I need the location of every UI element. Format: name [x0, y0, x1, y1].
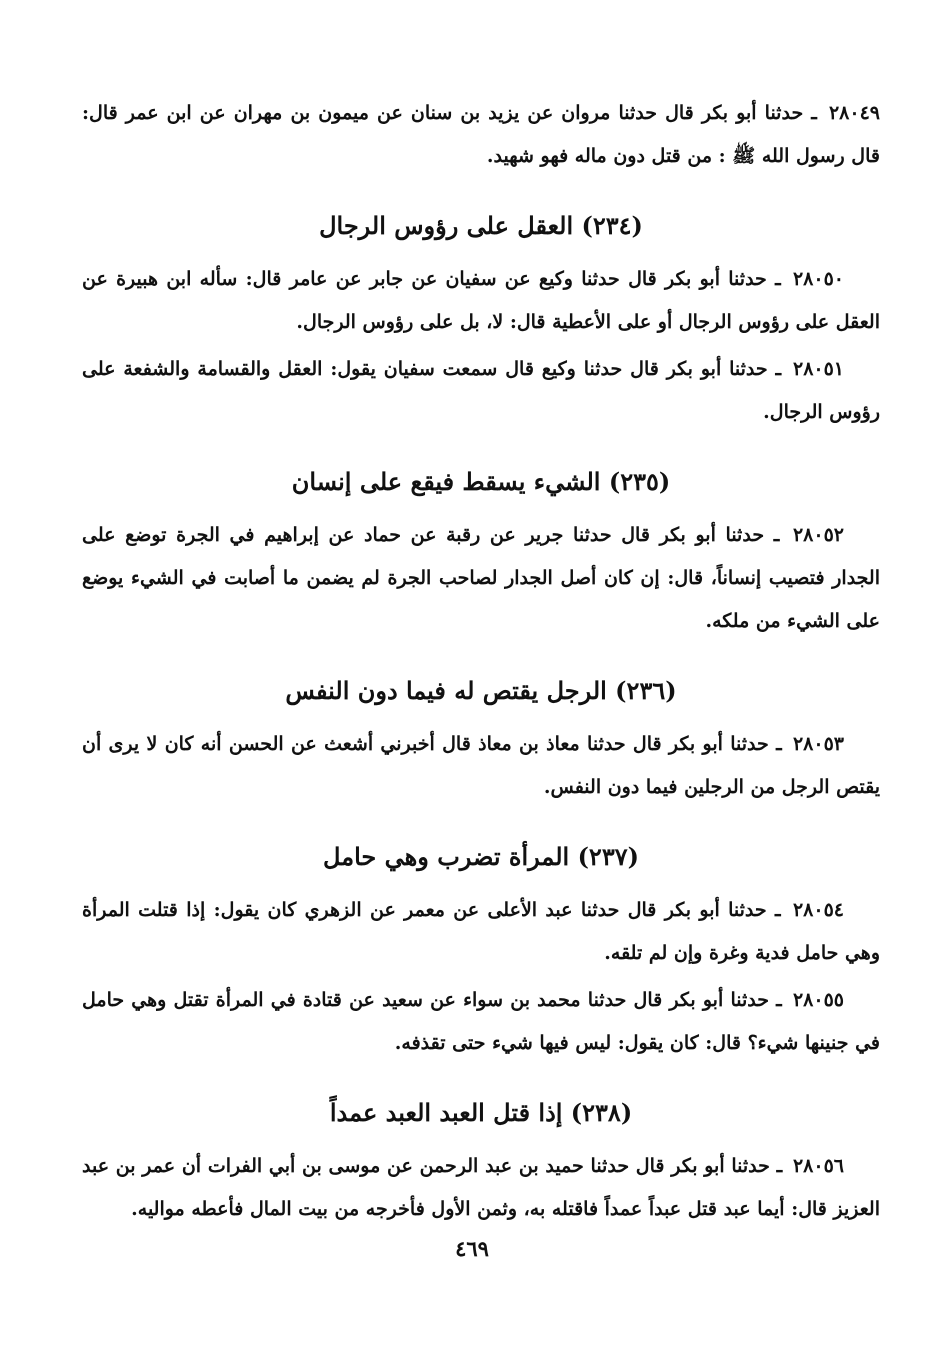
hadith-number: ٢٨٠٥٠: [792, 268, 844, 290]
chapter-heading: (٢٣٤) العقل على رؤوس الرجال: [319, 211, 643, 240]
hadith-number: ٢٨٠٥٣: [792, 733, 844, 755]
hadith-number: ٢٨٠٥١: [792, 358, 845, 380]
hadith-number: ٢٨٠٥٥: [792, 989, 844, 1011]
hadith-text: ـ حدثنا أبو بكر قال حدثنا مروان عن يزيد بن سنان عن ميمون بن مهران عن ابن عمر قال: قال رسول الله ﷺ : من قتل دون ماله فهو شهيد.: [82, 102, 880, 167]
hadith-paragraph: [82, 92, 880, 178]
hadith-number: ٢٨٠٥٦: [792, 1155, 844, 1177]
hadith-text: ـ حدثنا أبو بكر قال حدثنا وكيع قال سمعت سفيان يقول: العقل والقسامة والشفعة على رؤوس الرجال.: [82, 358, 880, 423]
hadith-paragraph: [82, 1145, 880, 1231]
hadith-number: ٢٨٠٤٩: [828, 102, 880, 124]
hadith-number: ٢٨٠٥٢: [792, 524, 844, 546]
hadith-paragraph: [82, 348, 880, 434]
hadith-paragraph: [82, 979, 880, 1065]
chapter-heading: (٢٣٦) الرجل يقتص له فيما دون النفس: [285, 676, 677, 705]
hadith-text: ـ حدثنا أبو بكر قال حدثنا جرير عن رقبة عن حماد عن إبراهيم في الجرة توضع على الجدار فتصيب إنساناً، قال: إن كان أصل الجدار لصاحب الجرة لم يضمن ما أصابت في الشيء يوضع على الشيء من ملكه.: [82, 524, 880, 632]
hadith-text: ـ حدثنا أبو بكر قال حدثنا حميد بن عبد الرحمن عن موسى بن أبي الفرات أن عمر بن عبد العزيز قال: أيما عبد قتل عبداً عمداً فاقتله به، وثمن الأول فأخرجه من بيت المال فأعطه مواليه.: [82, 1155, 880, 1220]
hadith-paragraph: [82, 514, 880, 643]
chapter-heading: (٢٣٨) إذا قتل العبد العبد عمداً: [329, 1098, 633, 1127]
chapter-heading: (٢٣٥) الشيء يسقط فيقع على إنسان: [291, 467, 671, 496]
hadith-paragraph: [82, 723, 880, 809]
hadith-text: ـ حدثنا أبو بكر قال حدثنا محمد بن سواء عن سعيد عن قتادة في المرأة تقتل وهي حامل في جنينها شيء؟ قال: كان يقول: ليس فيها شيء حتى تقذفه.: [82, 989, 880, 1054]
hadith-text: ـ حدثنا أبو بكر قال حدثنا معاذ بن معاذ قال أخبرني أشعث عن الحسن أنه كان لا يرى أن يقتص الرجل من الرجلين فيما دون النفس.: [82, 733, 880, 798]
hadith-paragraph: [82, 889, 880, 975]
chapter-heading: (٢٣٧) المرأة تضرب وهي حامل: [323, 842, 639, 871]
hadith-paragraph: [82, 258, 880, 344]
page-body: [82, 92, 880, 1235]
hadith-text: ـ حدثنا أبو بكر قال حدثنا عبد الأعلى عن معمر عن الزهري كان يقول: إذا قتلت المرأة وهي حامل فدية وغرة وإن لم تلقه.: [82, 899, 880, 964]
hadith-text: ـ حدثنا أبو بكر قال حدثنا وكيع عن سفيان عن جابر عن عامر قال: سأله ابن هبيرة عن العقل على رؤوس الرجال أو على الأعطية قال: لا، بل على رؤوس الرجال.: [82, 268, 880, 333]
page-number: ٤٦٩: [455, 1236, 489, 1261]
hadith-number: ٢٨٠٥٤: [792, 899, 844, 921]
